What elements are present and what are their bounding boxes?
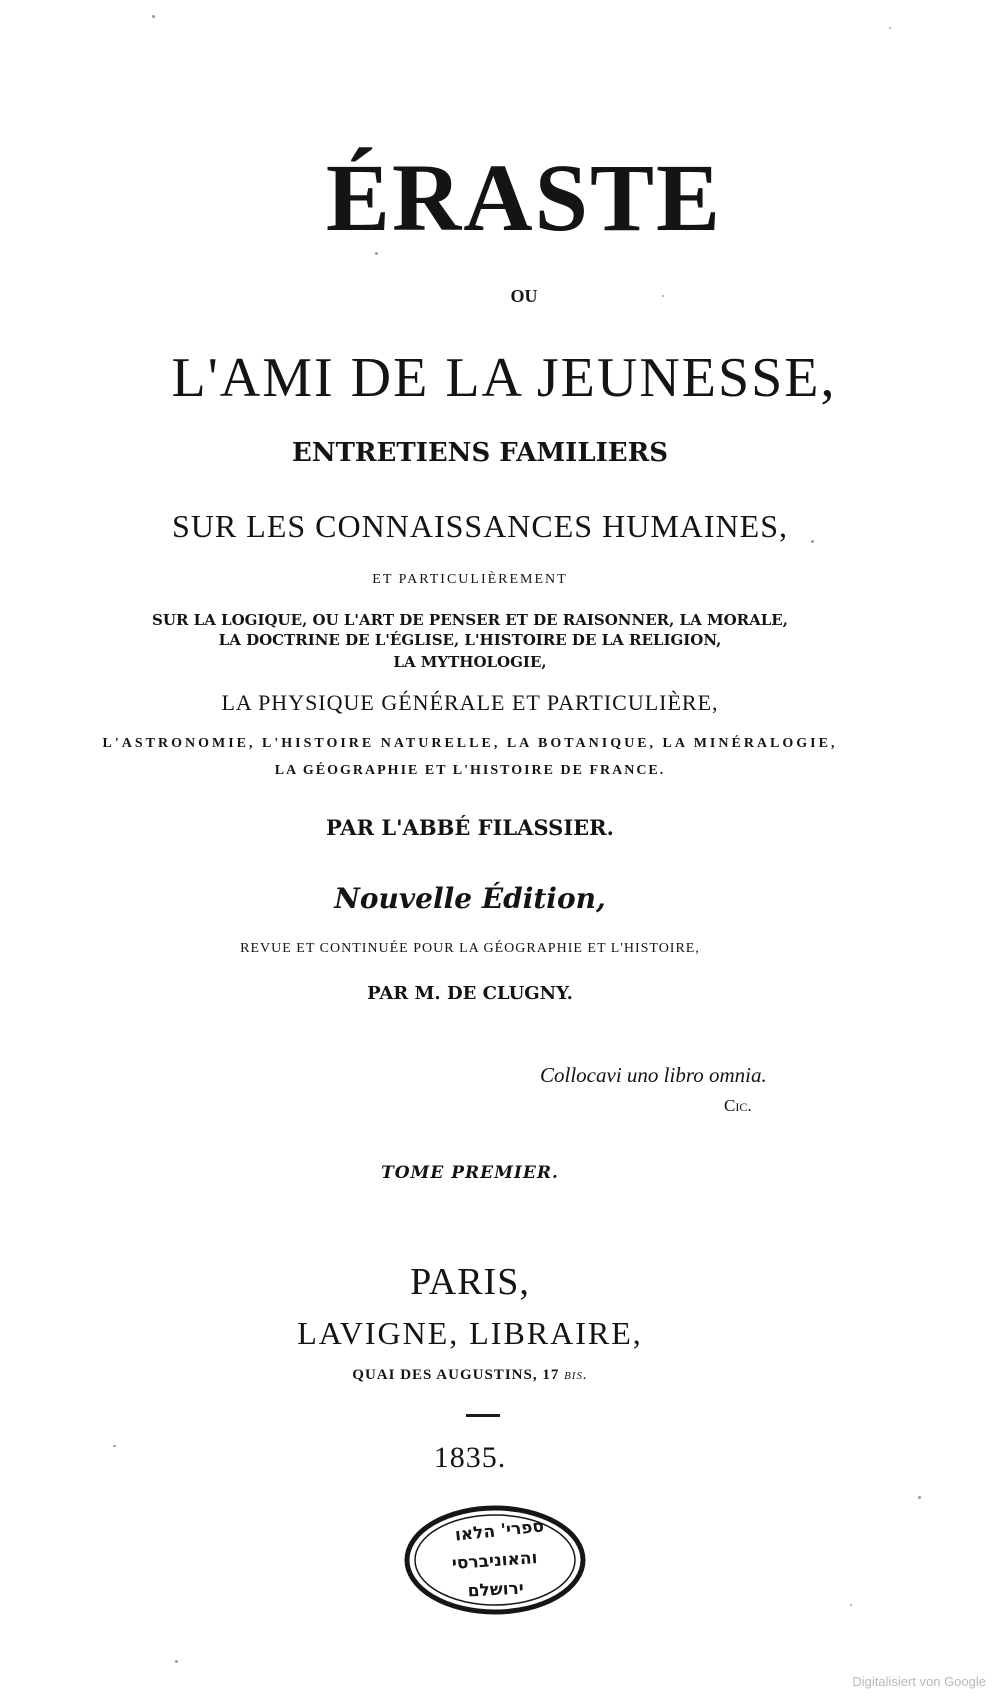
revision-line: REVUE ET CONTINUÉE POUR LA GÉOGRAPHIE ET L'HISTOIRE, <box>240 941 700 956</box>
paper-speck <box>113 1445 116 1447</box>
imprint-divider <box>466 1414 500 1417</box>
edition-line: Nouvelle Édition, <box>334 882 606 915</box>
topics-line: LA MYTHOLOGIE, <box>393 653 547 671</box>
paper-speck <box>889 27 891 29</box>
topics-line: SUR LA LOGIQUE, OU L'ART DE PENSER ET DE RAISONNER, LA MORALE, <box>152 611 788 629</box>
digitization-watermark: Digitalisiert von Google <box>852 1674 986 1689</box>
topics-line: LA DOCTRINE DE L'ÉGLISE, L'HISTOIRE DE LA RELIGION, <box>218 631 722 649</box>
paper-speck <box>375 252 378 255</box>
subtitle-physique: LA PHYSIQUE GÉNÉRALE ET PARTICULIÈRE, <box>221 690 719 715</box>
paper-speck <box>662 295 664 297</box>
paper-speck <box>918 1496 921 1499</box>
paper-speck <box>175 1660 178 1663</box>
address-bis: bis. <box>564 1367 588 1383</box>
paper-speck <box>811 540 814 543</box>
sciences-line: L'ASTRONOMIE, L'HISTOIRE NATURELLE, LA BOTANIQUE, LA MINÉRALOGIE, <box>102 736 838 751</box>
address-text: QUAI DES AUGUSTINS, 17 <box>352 1367 560 1383</box>
imprint-publisher: LAVIGNE, LIBRAIRE, <box>297 1315 643 1351</box>
paper-speck <box>850 1604 852 1606</box>
book-subtitle: L'AMI DE LA JEUNESSE, <box>171 347 837 409</box>
imprint-city: PARIS, <box>410 1261 530 1303</box>
stamp-line: ירושלם <box>467 1578 525 1602</box>
stamp-line: והאוניברסי <box>451 1548 539 1574</box>
subtitle-entretiens: ENTRETIENS FAMILIERS <box>292 438 668 468</box>
paper-speck <box>152 15 155 18</box>
imprint-year: 1835. <box>433 1441 507 1474</box>
title-connector: OU <box>510 286 538 306</box>
volume-line: TOME PREMIER. <box>381 1163 559 1183</box>
book-title: ÉRASTE <box>325 144 723 251</box>
subtitle-particulierement: ET PARTICULIÈREMENT <box>372 572 568 587</box>
imprint-address <box>0 1368 970 1383</box>
library-stamp-icon <box>400 1500 590 1620</box>
epigraph: Collocavi uno libro omnia. <box>540 1063 767 1087</box>
epigraph-source: Cic. <box>724 1096 752 1115</box>
editor-line: PAR M. DE CLUGNY. <box>367 983 573 1004</box>
subtitle-connaissances: SUR LES CONNAISSANCES HUMAINES, <box>172 508 788 544</box>
sciences-line: LA GÉOGRAPHIE ET L'HISTOIRE DE FRANCE. <box>274 763 666 778</box>
stamp-line: ספרי' הלאו <box>454 1516 545 1546</box>
author-line: PAR L'ABBÉ FILASSIER. <box>326 815 614 840</box>
